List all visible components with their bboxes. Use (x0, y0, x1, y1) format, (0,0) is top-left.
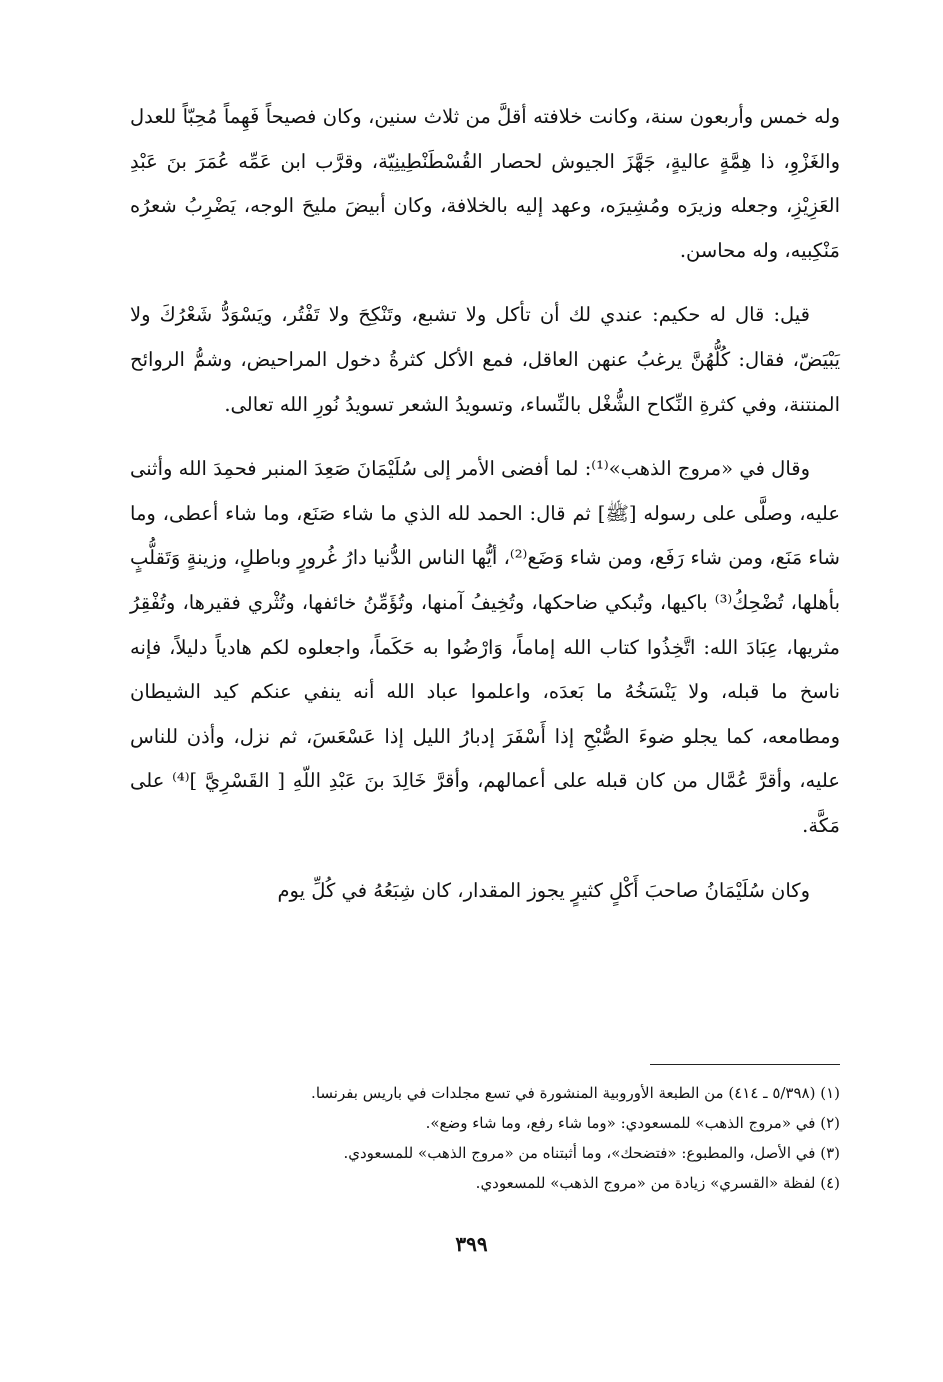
paragraph-4: وكان سُلَيْمَانُ صاحبَ أَكْلٍ كثيرٍ يجوز المقدار، كان شِبَعُهُ في كُلِّ يوم (277, 878, 810, 902)
footnote-4: (٤) لفظة «القسري» زيادة من «مروج الذهب» للمسعودي. (475, 1174, 840, 1192)
paragraph-1: وله خمس وأربعون سنة، وكانت خلافته أقلَّ من ثلاث سنين، وكان فصيحاً فَهِماً مُحِبّاً للعدل والغَزْوِ، ذا هِمَّةٍ عاليةٍ، جَهَّزَ الجيوش لحصار القُسْطَنْطِينِيّة، وقرَّب ابن عَمِّه عُمَرَ بنَ عَبْدِ العَزِيْزِ، وجعله وزيرَه ومُشِيرَه، وعهد إليه بالخلافة، وكان أبيضَ مليحَ الوجه، يَضْرِبُ شعرُه مَنْكِبيه، وله محاسن. (130, 105, 840, 262)
footnote-2: (٢) في «مروج الذهب» للمسعودي: «وما شاء رفع، وما شاء وضع». (425, 1114, 840, 1132)
paragraph-3: وقال في «مروج الذهب»⁽¹⁾: لما أفضى الأمر إلى سُلَيْمَانَ صَعِدَ المنبر فحمِدَ الله وأثنى عليه، وصلَّى على رسوله [ﷺ] ثم قال: الحمد لله الذي ما شاء صَنَع، وما شاء أعطى، وما شاء مَنَع، ومن شاء رَفَع، ومن شاء وَضَع⁽²⁾، أيُّها الناس الدُّنيا دارُ غُرورٍ وباطلٍ، وزينةٍ وَتَقلُّبٍ بأهلها، تُضْحِكُ⁽³⁾ باكيها، وتُبكي ضاحكها، وتُخِيفُ آمنها، وتُؤَمِّنُ خائفها، وتُثْري فقيرها، وتُفْقِرُ مثريها، عِبَادَ الله: اتَّخِذُوا كتاب الله إماماً، وَارْضُوا به حَكَماً، واجعلوه لكم هادياً دليلاً، فإنه ناسخ ما قبله، ولا يَنْسَخُهُ ما بَعدَه، واعلموا عباد الله أنه ينفي عنكم كيد الشيطان ومطامعه، كما يجلو ضوءَ الصُّبْحِ إذا أَسْفَرَ إدبارُ الليل إذا عَسْعَسَ، ثم نزل، وأذن للناس عليه، وأقرَّ عُمَّال من كان قبله على أعمالهم، وأقرَّ خَالِدَ بنَ عَبْدِ اللّهِ [ القَسْرِيَّ ]⁽⁴⁾ على مَكَّة. (130, 457, 840, 837)
page-number: ٣٩٩ (455, 1232, 488, 1256)
footnote-3: (٣) في الأصل، والمطبوع: «فتضحك»، وما أثبتناه من «مروج الذهب» للمسعودي. (343, 1144, 840, 1162)
main-text (130, 95, 840, 933)
paragraph-2: قيل: قال له حكيم: عندي لك أن تأكل ولا تشبع، وتَنْكِحَ ولا تَفْتُر، ويَسْوَدُّ شَعْرُكَ ولا يَبْيَضّ، فقال: كُلُّهُنَّ يرغبُ عنهن العاقل، فمع الأكل كثرةُ دخول المراحيض، وشمُّ الروائح المنتنة، وفي كثرةِ النِّكاح الشُّغْل بالنِّساء، وتسويدُ الشعر تسويدُ نُورِ الله تعالى. (130, 303, 840, 416)
footnote-separator (650, 1064, 840, 1065)
footnotes (130, 1078, 840, 1198)
footnote-1: (١) (٥/٣٩٨ ـ ٤١٤) من الطبعة الأوروبية المنشورة في تسع مجلدات في باريس بفرنسا. (311, 1084, 840, 1102)
